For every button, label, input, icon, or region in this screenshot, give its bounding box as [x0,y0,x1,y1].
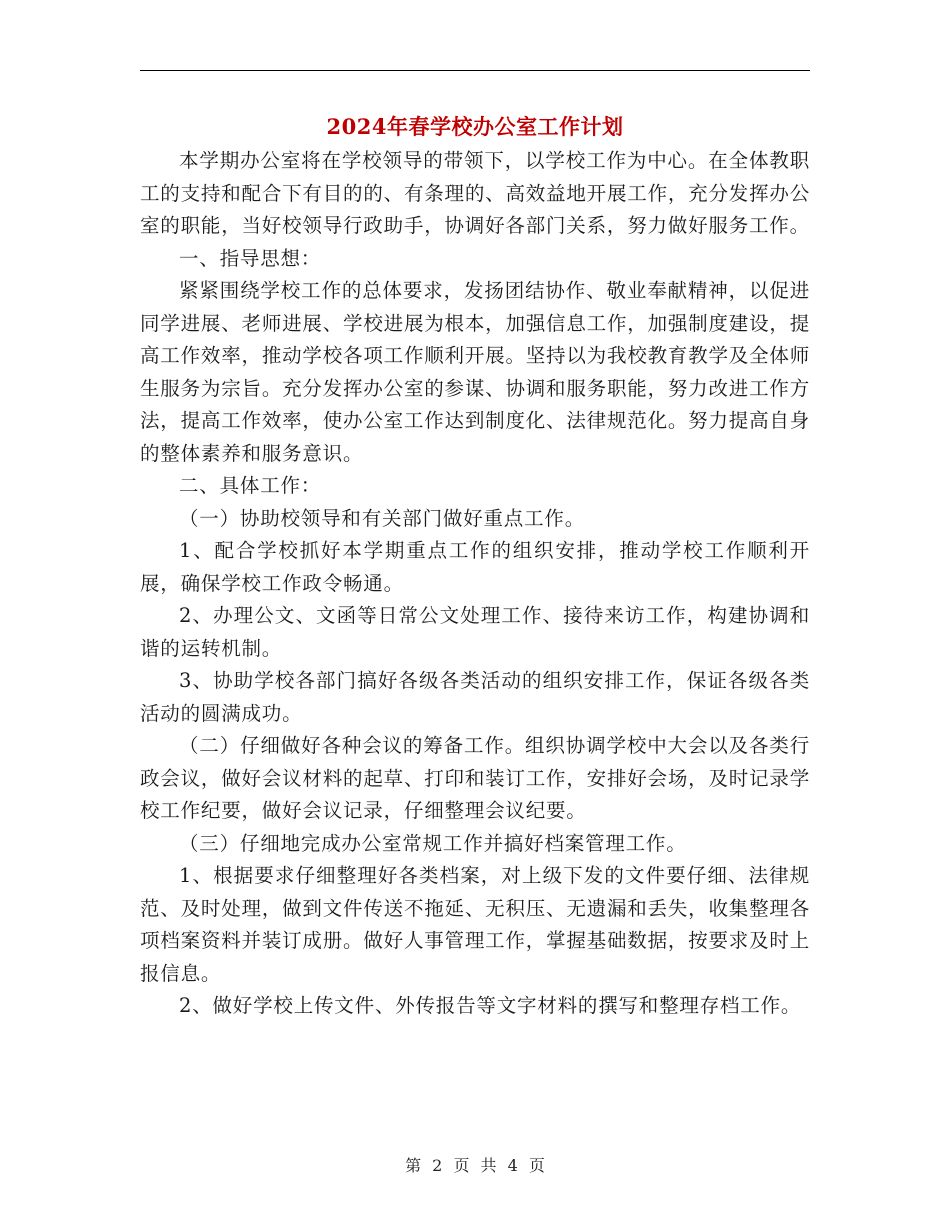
subsection-heading-3: （三）仔细地完成办公室常规工作并搞好档案管理工作。 [179,831,687,855]
subsection-heading-2-paragraph: （二）仔细做好各种会议的筹备工作。组织协调学校中大会以及各类行政会议，做好会议材料的起草、打印和装订工作，安排好会场，及时记录学校工作纪要，做好会议记录，仔细整理会议纪要。 [140,734,810,822]
document-title: 2024年春学校办公室工作计划 [326,114,624,139]
list-item-paragraph: 2、做好学校上传文件、外传报告等文字材料的撰写和整理存档工作。 [179,994,802,1017]
subsection-heading-1: （一）协助校领导和有关部门做好重点工作。 [179,506,586,530]
list-item-paragraph: 2、办理公文、文函等日常公文处理工作、接待来访工作，构建协调和谐的运转机制。 [140,604,810,660]
page-number-footer: 第 2 页 共 4 页 [405,1156,545,1175]
list-item-paragraph: 1、根据要求仔细整理好各类档案，对上级下发的文件要仔细、法律规范、及时处理，做到文件传送不拖延、无积压、无遗漏和丢失，收集整理各项档案资料并装订成册。做好人事管理工作，掌握基础数据，按要求及时上报信息。 [140,864,810,985]
header-rule [140,70,810,71]
section-heading-specific-work: 二、具体工作： [179,474,322,497]
list-item-paragraph: 1、配合学校抓好本学期重点工作的组织安排，推动学校工作顺利开展，确保学校工作政令畅通。 [140,539,810,595]
document-body [140,145,810,1023]
list-item-paragraph: 3、协助学校各部门搞好各级各类活动的组织安排工作，保证各级各类活动的圆满成功。 [140,669,810,725]
guiding-ideology-paragraph: 紧紧围绕学校工作的总体要求，发扬团结协作、敬业奉献精神，以促进同学进展、老师进展、学校进展为根本，加强信息工作，加强制度建设，提高工作效率，推动学校各项工作顺利开展。坚持以为我校教育教学及全体师生服务为宗旨。充分发挥办公室的参谋、协调和服务职能，努力改进工作方法，提高工作效率，使办公室工作达到制度化、法律规范化。努力提高自身的整体素养和服务意识。 [140,279,810,465]
section-heading-guiding-ideology: 一、指导思想： [179,246,322,270]
intro-paragraph: 本学期办公室将在学校领导的带领下，以学校工作为中心。在全体教职工的支持和配合下有目的的、有条理的、高效益地开展工作，充分发挥办公室的职能，当好校领导行政助手，协调好各部门关系，努力做好服务工作。 [140,149,810,237]
